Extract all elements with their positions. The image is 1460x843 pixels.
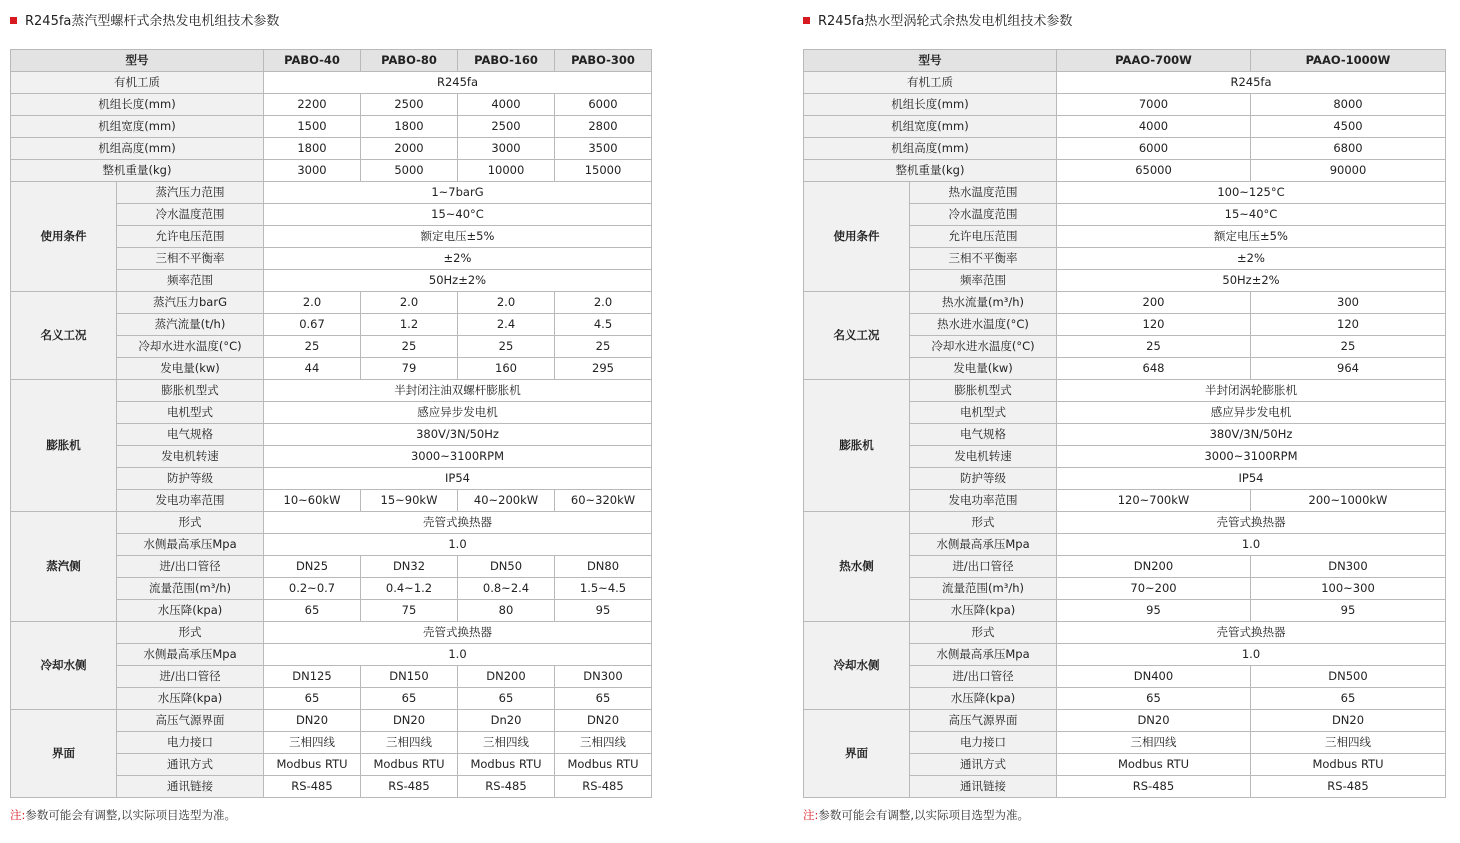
param-label: 水压降(kpa) [910, 600, 1057, 622]
param-label: 热水流量(m³/h) [910, 292, 1057, 314]
left-spec-table [10, 49, 652, 798]
value-cell: R245fa [264, 72, 652, 94]
param-label: 电力接口 [117, 732, 264, 754]
group-label: 膨胀机 [804, 380, 910, 512]
value-cell: DN20 [361, 710, 458, 732]
value-cell: DN50 [458, 556, 555, 578]
value-cell: 壳管式换热器 [1057, 512, 1446, 534]
param-label: 发电机转速 [117, 446, 264, 468]
param-label: 有机工质 [804, 72, 1057, 94]
group-label: 蒸汽侧 [11, 512, 117, 622]
value-cell: 三相四线 [361, 732, 458, 754]
value-cell: Modbus RTU [264, 754, 361, 776]
value-cell: 100~300 [1251, 578, 1446, 600]
table-row [804, 512, 1446, 534]
value-cell: 2500 [458, 116, 555, 138]
param-label: 形式 [117, 512, 264, 534]
value-cell: 2.4 [458, 314, 555, 336]
table-row [11, 94, 652, 116]
param-label: 频率范围 [117, 270, 264, 292]
value-cell: 65000 [1057, 160, 1251, 182]
value-cell: 三相四线 [264, 732, 361, 754]
param-label: 防护等级 [910, 468, 1057, 490]
footnote-prefix: 注: [803, 808, 819, 822]
value-cell: 50Hz±2% [264, 270, 652, 292]
param-label: 冷却水进水温度(°C) [117, 336, 264, 358]
value-cell: RS-485 [361, 776, 458, 798]
table-row [11, 160, 652, 182]
param-label: 机组长度(mm) [11, 94, 264, 116]
value-cell: DN400 [1057, 666, 1251, 688]
value-cell: 3000~3100RPM [264, 446, 652, 468]
value-cell: DN80 [555, 556, 652, 578]
value-cell: 300 [1251, 292, 1446, 314]
value-cell: DN125 [264, 666, 361, 688]
value-cell: 1.0 [264, 644, 652, 666]
value-cell: ±2% [264, 248, 652, 270]
value-cell: 0.2~0.7 [264, 578, 361, 600]
value-cell: Modbus RTU [1057, 754, 1251, 776]
value-cell: 感应异步发电机 [1057, 402, 1446, 424]
table-row [11, 116, 652, 138]
value-cell: 1800 [361, 116, 458, 138]
value-cell: 380V/3N/50Hz [264, 424, 652, 446]
param-label: 机组长度(mm) [804, 94, 1057, 116]
value-cell: 4.5 [555, 314, 652, 336]
value-cell: 65 [1057, 688, 1251, 710]
value-cell: 65 [264, 600, 361, 622]
value-cell: 70~200 [1057, 578, 1251, 600]
value-cell: RS-485 [1251, 776, 1446, 798]
value-cell: 65 [555, 688, 652, 710]
value-cell: 2.0 [555, 292, 652, 314]
param-label: 允许电压范围 [910, 226, 1057, 248]
param-label: 发电功率范围 [910, 490, 1057, 512]
value-cell: 三相四线 [555, 732, 652, 754]
param-label: 水侧最高承压Mpa [910, 644, 1057, 666]
value-cell: 295 [555, 358, 652, 380]
value-cell: 1.5~4.5 [555, 578, 652, 600]
param-label: 热水温度范围 [910, 182, 1057, 204]
group-label: 膨胀机 [11, 380, 117, 512]
value-cell: 额定电压±5% [264, 226, 652, 248]
value-cell: 25 [1251, 336, 1446, 358]
value-cell: 2800 [555, 116, 652, 138]
left-footnote [10, 806, 236, 824]
param-label: 水侧最高承压Mpa [117, 534, 264, 556]
value-cell: 1.2 [361, 314, 458, 336]
value-cell: 1.0 [1057, 644, 1446, 666]
value-cell: DN20 [264, 710, 361, 732]
value-cell: 50Hz±2% [1057, 270, 1446, 292]
group-label: 热水侧 [804, 512, 910, 622]
group-label: 冷却水侧 [11, 622, 117, 710]
value-cell: 2500 [361, 94, 458, 116]
value-cell: 15~40°C [1057, 204, 1446, 226]
value-cell: RS-485 [555, 776, 652, 798]
param-label: 整机重量(kg) [804, 160, 1057, 182]
param-label: 水压降(kpa) [117, 600, 264, 622]
table-row [804, 380, 1446, 402]
model-header: PAAO-700W [1057, 50, 1251, 72]
value-cell: 壳管式换热器 [264, 512, 652, 534]
value-cell: Modbus RTU [1251, 754, 1446, 776]
param-label: 电机型式 [910, 402, 1057, 424]
value-cell: 80 [458, 600, 555, 622]
table-row [804, 160, 1446, 182]
value-cell: 1~7barG [264, 182, 652, 204]
param-label: 整机重量(kg) [11, 160, 264, 182]
value-cell: 648 [1057, 358, 1251, 380]
value-cell: 65 [361, 688, 458, 710]
param-label: 高压气源界面 [910, 710, 1057, 732]
value-cell: 95 [1251, 600, 1446, 622]
param-label: 冷却水进水温度(°C) [910, 336, 1057, 358]
param-label: 通讯链接 [910, 776, 1057, 798]
value-cell: RS-485 [458, 776, 555, 798]
param-label: 形式 [117, 622, 264, 644]
value-cell: 60~320kW [555, 490, 652, 512]
param-label: 膨胀机型式 [117, 380, 264, 402]
value-cell: 0.4~1.2 [361, 578, 458, 600]
param-label: 水侧最高承压Mpa [117, 644, 264, 666]
value-cell: 964 [1251, 358, 1446, 380]
value-cell: 半封闭涡轮膨胀机 [1057, 380, 1446, 402]
param-label: 蒸汽压力范围 [117, 182, 264, 204]
param-label: 机组宽度(mm) [11, 116, 264, 138]
table-row [11, 72, 652, 94]
value-cell: 额定电压±5% [1057, 226, 1446, 248]
param-label: 通讯方式 [117, 754, 264, 776]
value-cell: 75 [361, 600, 458, 622]
value-cell: 半封闭注油双螺杆膨胀机 [264, 380, 652, 402]
value-cell: R245fa [1057, 72, 1446, 94]
param-label: 进/出口管径 [910, 556, 1057, 578]
value-cell: 4000 [1057, 116, 1251, 138]
value-cell: 120 [1057, 314, 1251, 336]
value-cell: 2000 [361, 138, 458, 160]
param-label: 通讯方式 [910, 754, 1057, 776]
value-cell: 3000 [264, 160, 361, 182]
left-title-text: R245fa蒸汽型螺杆式余热发电机组技术参数 [25, 14, 280, 29]
value-cell: 90000 [1251, 160, 1446, 182]
group-label: 界面 [11, 710, 117, 798]
value-cell: 2200 [264, 94, 361, 116]
param-label: 进/出口管径 [117, 556, 264, 578]
column-header: 型号 [804, 50, 1057, 72]
value-cell: 三相四线 [458, 732, 555, 754]
value-cell: 25 [264, 336, 361, 358]
param-label: 冷水温度范围 [910, 204, 1057, 226]
value-cell: DN300 [1251, 556, 1446, 578]
group-label: 界面 [804, 710, 910, 798]
value-cell: 40~200kW [458, 490, 555, 512]
value-cell: 3000 [458, 138, 555, 160]
table-row [804, 138, 1446, 160]
value-cell: IP54 [1057, 468, 1446, 490]
value-cell: 3500 [555, 138, 652, 160]
right-title-text: R245fa热水型涡轮式余热发电机组技术参数 [818, 14, 1073, 29]
param-label: 进/出口管径 [117, 666, 264, 688]
value-cell: 壳管式换热器 [264, 622, 652, 644]
table-row [11, 182, 652, 204]
value-cell: DN200 [1057, 556, 1251, 578]
value-cell: 6000 [555, 94, 652, 116]
value-cell: 感应异步发电机 [264, 402, 652, 424]
value-cell: 65 [458, 688, 555, 710]
group-label: 名义工况 [804, 292, 910, 380]
table-row [804, 50, 1446, 72]
model-header: PAAO-1000W [1251, 50, 1446, 72]
param-label: 高压气源界面 [117, 710, 264, 732]
param-label: 蒸汽流量(t/h) [117, 314, 264, 336]
param-label: 流量范围(m³/h) [910, 578, 1057, 600]
value-cell: 65 [1251, 688, 1446, 710]
table-row [804, 622, 1446, 644]
value-cell: 15~40°C [264, 204, 652, 226]
value-cell: 1.0 [264, 534, 652, 556]
value-cell: 44 [264, 358, 361, 380]
value-cell: 2.0 [458, 292, 555, 314]
column-header: 型号 [11, 50, 264, 72]
value-cell: 三相四线 [1251, 732, 1446, 754]
value-cell: 15~90kW [361, 490, 458, 512]
param-label: 电力接口 [910, 732, 1057, 754]
value-cell: 6800 [1251, 138, 1446, 160]
param-label: 膨胀机型式 [910, 380, 1057, 402]
value-cell: 25 [555, 336, 652, 358]
param-label: 发电量(kw) [910, 358, 1057, 380]
param-label: 水压降(kpa) [117, 688, 264, 710]
right-footnote [803, 806, 1029, 824]
table-row [11, 138, 652, 160]
value-cell: 380V/3N/50Hz [1057, 424, 1446, 446]
param-label: 机组高度(mm) [804, 138, 1057, 160]
table-row [804, 94, 1446, 116]
value-cell: 4500 [1251, 116, 1446, 138]
table-row [804, 182, 1446, 204]
value-cell: 15000 [555, 160, 652, 182]
value-cell: DN20 [1251, 710, 1446, 732]
param-label: 三相不平衡率 [910, 248, 1057, 270]
value-cell: 95 [555, 600, 652, 622]
value-cell: DN25 [264, 556, 361, 578]
param-label: 进/出口管径 [910, 666, 1057, 688]
table-row [11, 50, 652, 72]
right-spec-table [803, 49, 1446, 798]
param-label: 水侧最高承压Mpa [910, 534, 1057, 556]
table-row [804, 116, 1446, 138]
value-cell: RS-485 [1057, 776, 1251, 798]
param-label: 通讯链接 [117, 776, 264, 798]
table-row [804, 292, 1446, 314]
table-row [11, 622, 652, 644]
table-row [804, 710, 1446, 732]
param-label: 电气规格 [117, 424, 264, 446]
value-cell: 5000 [361, 160, 458, 182]
value-cell: 120~700kW [1057, 490, 1251, 512]
value-cell: DN300 [555, 666, 652, 688]
param-label: 有机工质 [11, 72, 264, 94]
value-cell: ±2% [1057, 248, 1446, 270]
param-label: 三相不平衡率 [117, 248, 264, 270]
param-label: 机组宽度(mm) [804, 116, 1057, 138]
value-cell: 95 [1057, 600, 1251, 622]
param-label: 机组高度(mm) [11, 138, 264, 160]
value-cell: 三相四线 [1057, 732, 1251, 754]
value-cell: Dn20 [458, 710, 555, 732]
param-label: 形式 [910, 622, 1057, 644]
red-square-bullet-icon [803, 17, 810, 24]
value-cell: 79 [361, 358, 458, 380]
param-label: 发电量(kw) [117, 358, 264, 380]
table-row [11, 512, 652, 534]
value-cell: 200 [1057, 292, 1251, 314]
value-cell: 2.0 [361, 292, 458, 314]
value-cell: 3000~3100RPM [1057, 446, 1446, 468]
param-label: 电机型式 [117, 402, 264, 424]
value-cell: 1500 [264, 116, 361, 138]
value-cell: 7000 [1057, 94, 1251, 116]
value-cell: 2.0 [264, 292, 361, 314]
param-label: 冷水温度范围 [117, 204, 264, 226]
param-label: 频率范围 [910, 270, 1057, 292]
param-label: 蒸汽压力barG [117, 292, 264, 314]
group-label: 名义工况 [11, 292, 117, 380]
value-cell: DN32 [361, 556, 458, 578]
value-cell: Modbus RTU [361, 754, 458, 776]
param-label: 热水进水温度(°C) [910, 314, 1057, 336]
value-cell: RS-485 [264, 776, 361, 798]
value-cell: 65 [264, 688, 361, 710]
red-square-bullet-icon [10, 17, 17, 24]
value-cell: 0.8~2.4 [458, 578, 555, 600]
value-cell: DN200 [458, 666, 555, 688]
value-cell: 8000 [1251, 94, 1446, 116]
table-row [11, 380, 652, 402]
param-label: 形式 [910, 512, 1057, 534]
value-cell: 25 [458, 336, 555, 358]
value-cell: Modbus RTU [555, 754, 652, 776]
param-label: 水压降(kpa) [910, 688, 1057, 710]
footnote-text: 参数可能会有调整,以实际项目选型为准。 [818, 808, 1030, 822]
value-cell: Modbus RTU [458, 754, 555, 776]
model-header: PABO-40 [264, 50, 361, 72]
value-cell: IP54 [264, 468, 652, 490]
param-label: 允许电压范围 [117, 226, 264, 248]
param-label: 电气规格 [910, 424, 1057, 446]
param-label: 发电功率范围 [117, 490, 264, 512]
right-table-title [803, 12, 1072, 32]
value-cell: DN20 [555, 710, 652, 732]
value-cell: 壳管式换热器 [1057, 622, 1446, 644]
table-row [11, 710, 652, 732]
value-cell: DN150 [361, 666, 458, 688]
model-header: PABO-80 [361, 50, 458, 72]
footnote-text: 参数可能会有调整,以实际项目选型为准。 [25, 808, 237, 822]
param-label: 防护等级 [117, 468, 264, 490]
param-label: 流量范围(m³/h) [117, 578, 264, 600]
value-cell: 25 [361, 336, 458, 358]
value-cell: 1800 [264, 138, 361, 160]
value-cell: 25 [1057, 336, 1251, 358]
model-header: PABO-160 [458, 50, 555, 72]
value-cell: 120 [1251, 314, 1446, 336]
value-cell: 100~125°C [1057, 182, 1446, 204]
group-label: 使用条件 [11, 182, 117, 292]
footnote-prefix: 注: [10, 808, 26, 822]
group-label: 冷却水侧 [804, 622, 910, 710]
value-cell: DN20 [1057, 710, 1251, 732]
model-header: PABO-300 [555, 50, 652, 72]
param-label: 发电机转速 [910, 446, 1057, 468]
value-cell: 4000 [458, 94, 555, 116]
value-cell: 160 [458, 358, 555, 380]
value-cell: 1.0 [1057, 534, 1446, 556]
group-label: 使用条件 [804, 182, 910, 292]
table-row [11, 292, 652, 314]
value-cell: 0.67 [264, 314, 361, 336]
value-cell: 200~1000kW [1251, 490, 1446, 512]
value-cell: 6000 [1057, 138, 1251, 160]
value-cell: 10000 [458, 160, 555, 182]
table-row [804, 72, 1446, 94]
value-cell: 10~60kW [264, 490, 361, 512]
left-table-title [10, 12, 279, 32]
value-cell: DN500 [1251, 666, 1446, 688]
